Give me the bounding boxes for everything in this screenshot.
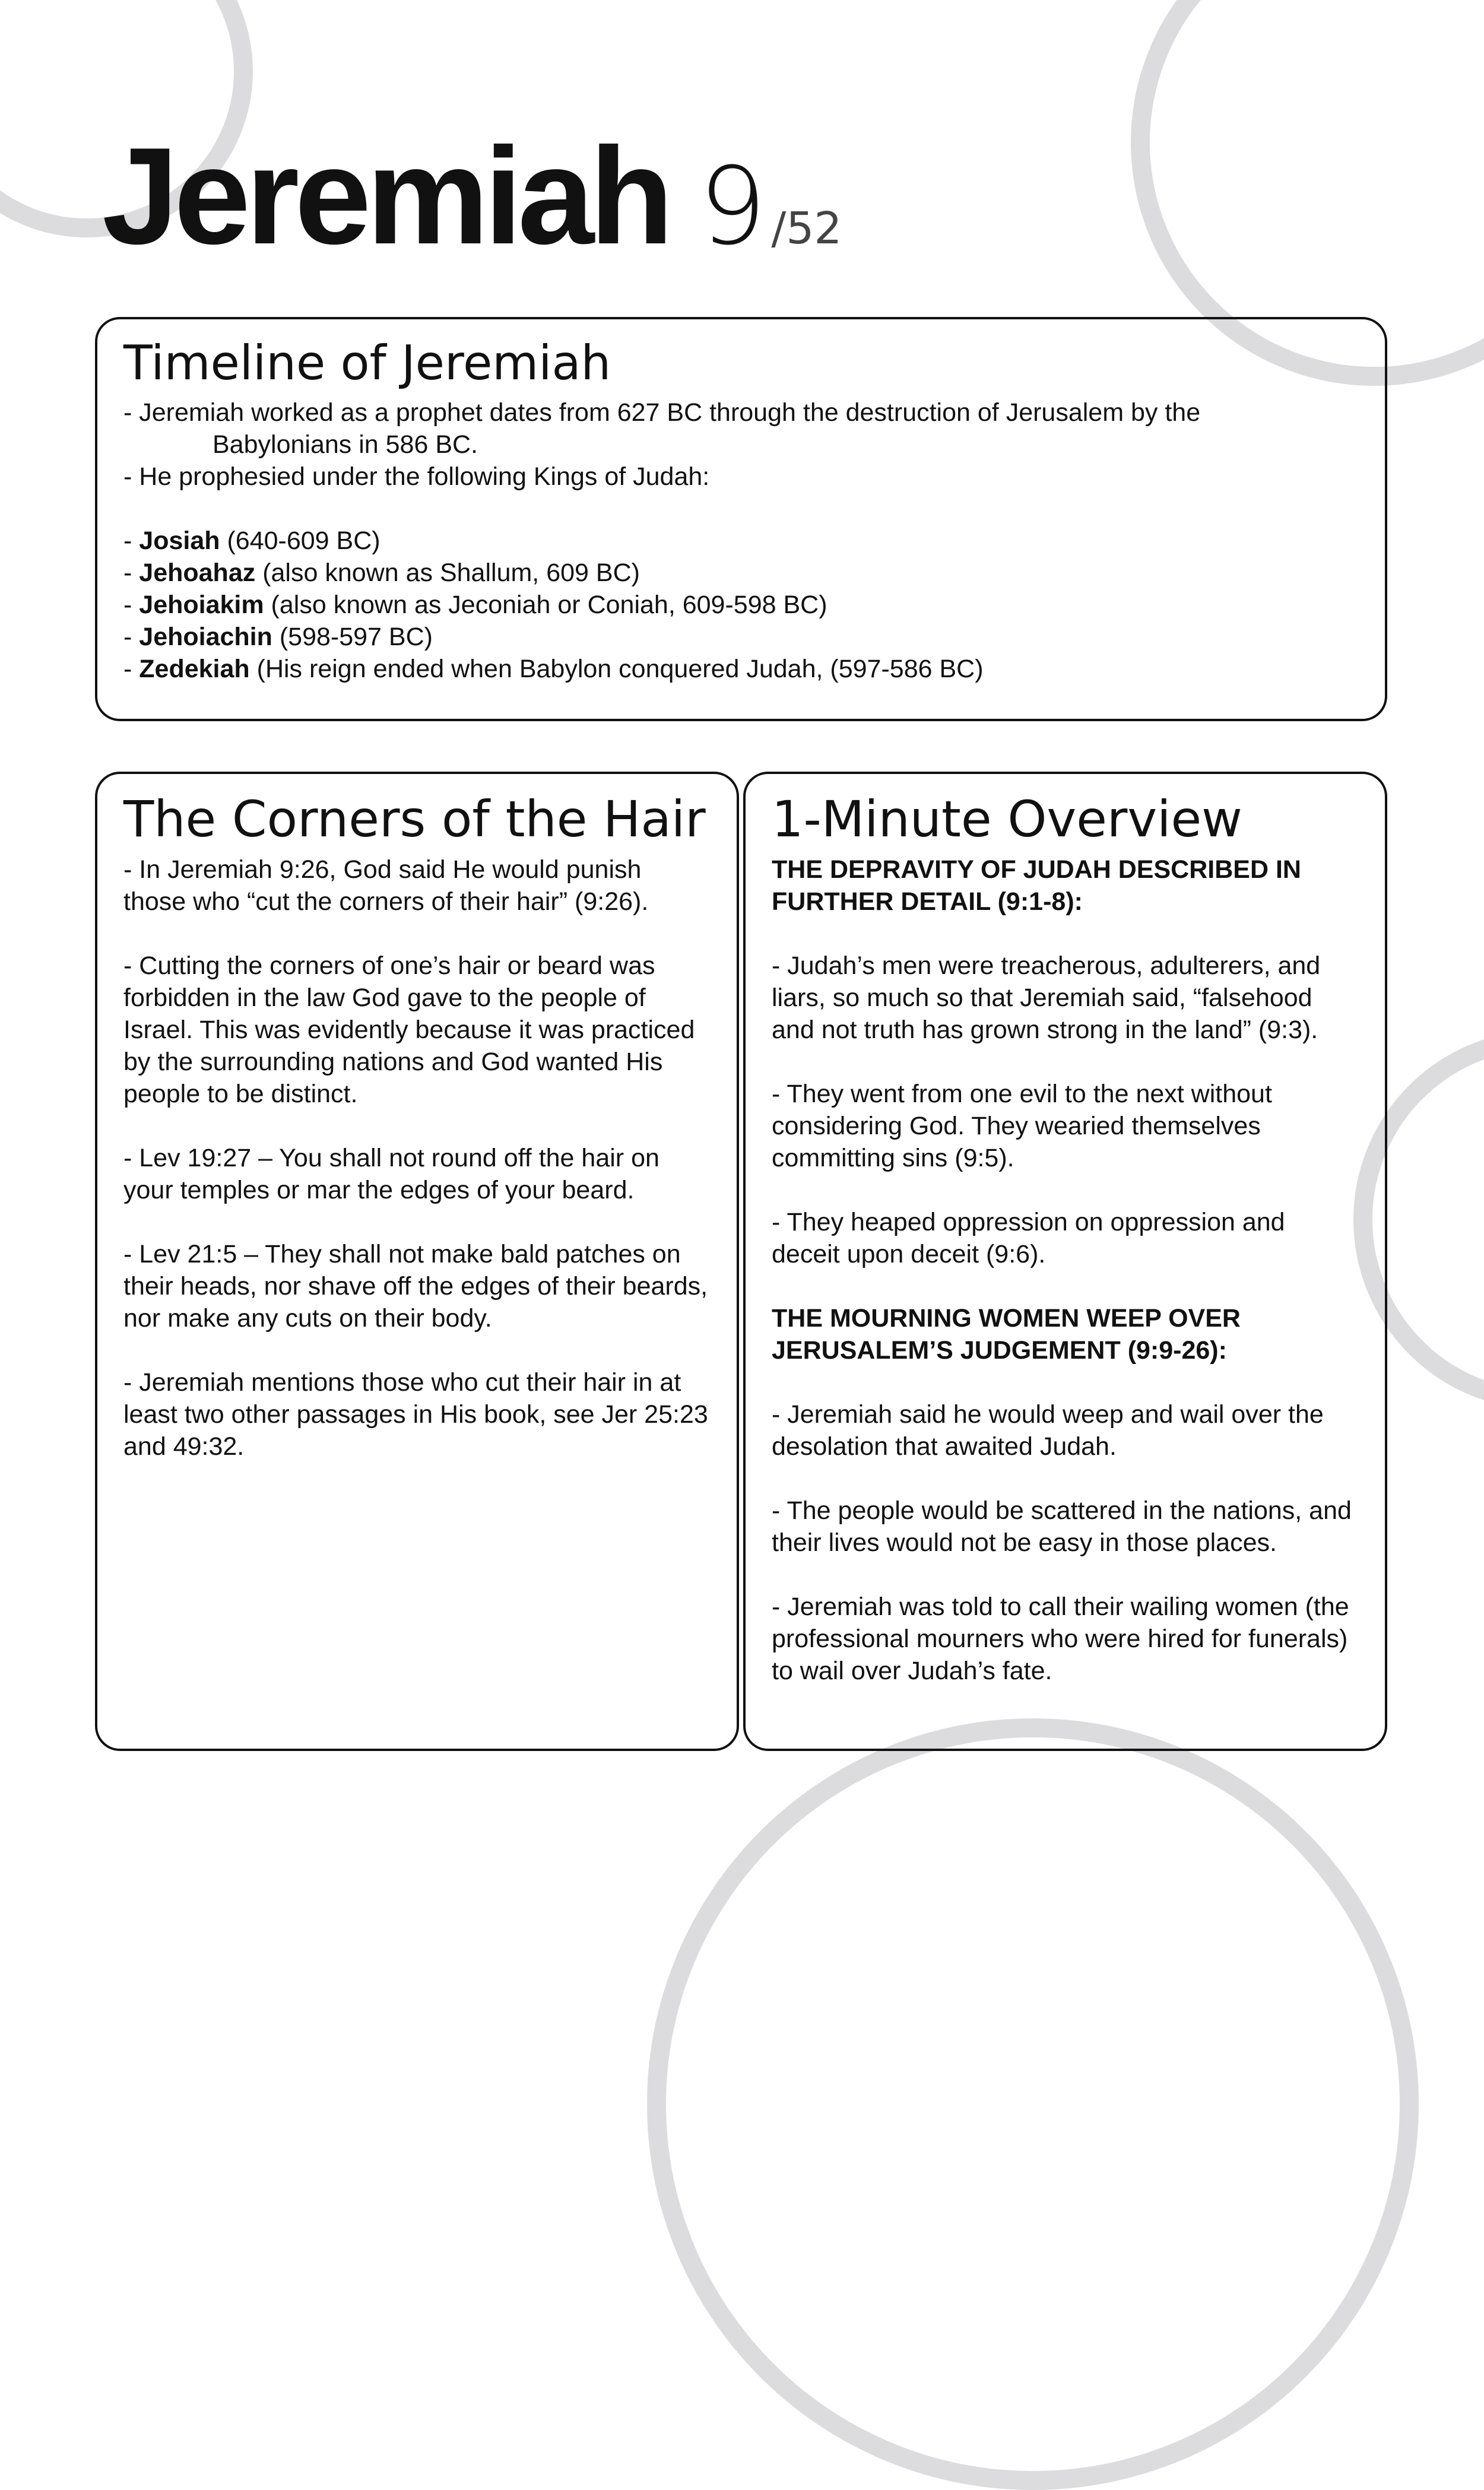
page-title-main: Jeremiah (102, 119, 669, 273)
decorative-ring-bottom (647, 1718, 1419, 2490)
corners-paragraph: - Lev 21:5 – They shall not make bald patches on their heads, nor shave off the edges of their beards, nor make any cuts on their body. (123, 1240, 708, 1333)
timeline-intro-line: Babylonians in 586 BC. (213, 430, 478, 459)
king-name: Jehoiakim (139, 591, 264, 619)
overview-section-title: THE DEPRAVITY OF JUDAH DESCRIBED IN FURTHER DETAIL (9:1-8): (772, 855, 1301, 916)
king-detail: (His reign ended when Babylon conquered Judah, (597-586 BC) (249, 655, 984, 683)
overview-point: - They went from one evil to the next without considering God. They wearied themselves committing sins (9:5). (772, 1080, 1272, 1173)
corners-paragraph: - Lev 19:27 – You shall not round off the hair on your temples or mar the edges of your beard. (123, 1144, 659, 1205)
overview-content (772, 854, 1359, 1687)
king-detail: (598-597 BC) (272, 623, 433, 651)
king-detail: (640-609 BC) (220, 526, 380, 555)
king-name: Jehoahaz (139, 559, 256, 587)
corners-paragraph: - In Jeremiah 9:26, God said He would punish those who “cut the corners of their hair” (9:26). (123, 855, 649, 916)
king-item: - Jehoiakim (also known as Jeconiah or Coniah, 609-598 BC) (123, 591, 827, 619)
king-detail: (also known as Jeconiah or Coniah, 609-598 BC) (264, 591, 827, 619)
corners-content (123, 854, 711, 1463)
overview-section-title: THE MOURNING WOMEN WEEP OVER JERUSALEM’S JUDGEMENT (9:9-26): (772, 1304, 1241, 1365)
timeline-intro-line: - Jeremiah worked as a prophet dates from 627 BC through the destruction of Jerusalem by the (123, 398, 1201, 427)
timeline-heading: Timeline of Jeremiah (123, 335, 611, 391)
king-item: - Jehoiachin (598-597 BC) (123, 623, 433, 651)
chapter-number: 9 (698, 145, 767, 269)
page-title (102, 119, 842, 273)
king-name: Zedekiah (139, 655, 250, 683)
corners-panel (95, 772, 739, 1751)
corners-paragraph: - Cutting the corners of one’s hair or beard was forbidden in the law God gave to the people of Israel. This was evidently because it was practiced by the surrounding nations and God wanted His people to be distinct. (123, 951, 695, 1109)
overview-point: - Judah’s men were treacherous, adulterers, and liars, so much so that Jeremiah said, “falsehood and not truth has grown strong in the land” (9:3). (772, 951, 1321, 1045)
overview-heading: 1-Minute Overview (772, 790, 1242, 848)
timeline-intro-line: - He prophesied under the following Kings of Judah: (123, 462, 710, 491)
chapter-total: /52 (771, 203, 842, 254)
overview-point: - Jeremiah was told to call their wailing women (the professional mourners who were hired for funerals) to wail over Judah’s fate. (772, 1593, 1349, 1686)
king-item: - Josiah (640-609 BC) (123, 526, 380, 555)
corners-paragraph: - Jeremiah mentions those who cut their hair in at least two other passages in His book, see Jer 25:23 and 49:32. (123, 1368, 708, 1461)
timeline-content (123, 397, 1359, 685)
king-name: Jehoiachin (139, 623, 272, 651)
overview-point: - They heaped oppression on oppression and deceit upon deceit (9:6). (772, 1208, 1285, 1269)
king-item: - Jehoahaz (also known as Shallum, 609 BC) (123, 559, 640, 587)
timeline-panel (95, 317, 1387, 721)
overview-point: - Jeremiah said he would weep and wail over the desolation that awaited Judah. (772, 1400, 1324, 1461)
overview-point: - The people would be scattered in the nations, and their lives would not be easy in those places. (772, 1496, 1352, 1558)
king-name: Josiah (139, 526, 220, 555)
king-item: - Zedekiah (His reign ended when Babylon conquered Judah, (597-586 BC) (123, 655, 984, 683)
corners-heading: The Corners of the Hair (123, 790, 706, 848)
overview-panel (743, 772, 1387, 1751)
king-detail: (also known as Shallum, 609 BC) (255, 559, 640, 587)
